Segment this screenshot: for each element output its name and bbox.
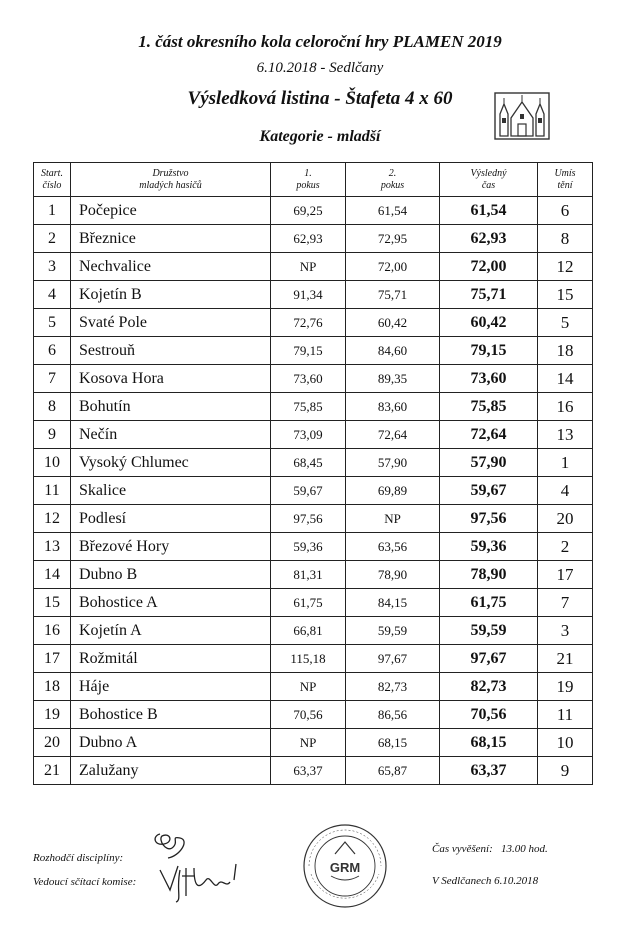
try1-cell: 68,45 [271, 449, 346, 477]
rank-cell: 11 [538, 701, 593, 729]
results-table [33, 162, 593, 785]
result-time-cell: 73,60 [440, 365, 538, 393]
date-place: 6.10.2018 - Sedlčany [256, 60, 384, 76]
document-title: Výsledková listina - Štafeta 4 x 60 [187, 88, 453, 109]
try2-cell: 59,59 [346, 617, 440, 645]
try1-cell: 73,60 [271, 365, 346, 393]
try1-cell: 66,81 [271, 617, 346, 645]
category-label: Kategorie - mladší [259, 128, 381, 145]
team-name-cell: Kojetín A [71, 617, 271, 645]
start-number-cell: 15 [34, 589, 71, 617]
counting-committee-label: Vedoucí sčítací komise: [33, 876, 137, 888]
team-name-cell: Dubno A [71, 729, 271, 757]
result-time-cell: 75,71 [440, 281, 538, 309]
table-row [34, 197, 593, 225]
team-name-cell: Bohostice A [71, 589, 271, 617]
team-name-cell: Podlesí [71, 505, 271, 533]
try2-cell: 89,35 [346, 365, 440, 393]
header-team: Družstvo mladých hasičů [71, 163, 271, 197]
place-date: V Sedlčanech 6.10.2018 [432, 875, 539, 887]
start-number-cell: 14 [34, 561, 71, 589]
try2-cell: 63,56 [346, 533, 440, 561]
table-row [34, 393, 593, 421]
result-time-cell: 70,56 [440, 701, 538, 729]
table-row [34, 421, 593, 449]
team-name-cell: Bohutín [71, 393, 271, 421]
rank-cell: 10 [538, 729, 593, 757]
rank-cell: 20 [538, 505, 593, 533]
start-number-cell: 8 [34, 393, 71, 421]
start-number-cell: 17 [34, 645, 71, 673]
try2-cell: 69,89 [346, 477, 440, 505]
team-name-cell: Březové Hory [71, 533, 271, 561]
table-row [34, 701, 593, 729]
try1-cell: 70,56 [271, 701, 346, 729]
try2-cell: 72,95 [346, 225, 440, 253]
team-name-cell: Zalužany [71, 757, 271, 785]
result-time-cell: 57,90 [440, 449, 538, 477]
header-result: Výsledný čas [440, 163, 538, 197]
rank-cell: 13 [538, 421, 593, 449]
table-row [34, 505, 593, 533]
try1-cell: NP [271, 673, 346, 701]
document-heading: 1. část okresního kola celoroční hry PLAMEN 2019 [138, 32, 502, 51]
try1-cell: NP [271, 253, 346, 281]
team-name-cell: Nechvalice [71, 253, 271, 281]
try2-cell: NP [346, 505, 440, 533]
result-time-cell: 61,75 [440, 589, 538, 617]
start-number-cell: 20 [34, 729, 71, 757]
rank-cell: 12 [538, 253, 593, 281]
town-emblem-icon [494, 92, 550, 140]
try2-cell: 78,90 [346, 561, 440, 589]
result-time-cell: 61,54 [440, 197, 538, 225]
try1-cell: 61,75 [271, 589, 346, 617]
try2-cell: 72,64 [346, 421, 440, 449]
table-row [34, 533, 593, 561]
rank-cell: 4 [538, 477, 593, 505]
rank-cell: 18 [538, 337, 593, 365]
table-row [34, 617, 593, 645]
table-row [34, 729, 593, 757]
rank-cell: 5 [538, 309, 593, 337]
try1-cell: 69,25 [271, 197, 346, 225]
start-number-cell: 18 [34, 673, 71, 701]
table-row [34, 365, 593, 393]
official-stamp-icon [301, 822, 389, 910]
table-row [34, 449, 593, 477]
start-number-cell: 2 [34, 225, 71, 253]
header-try1: 1. pokus [271, 163, 346, 197]
rank-cell: 1 [538, 449, 593, 477]
start-number-cell: 21 [34, 757, 71, 785]
team-name-cell: Březnice [71, 225, 271, 253]
rank-cell: 21 [538, 645, 593, 673]
start-number-cell: 4 [34, 281, 71, 309]
start-number-cell: 9 [34, 421, 71, 449]
rank-cell: 3 [538, 617, 593, 645]
start-number-cell: 6 [34, 337, 71, 365]
header-try2: 2. pokus [346, 163, 440, 197]
try2-cell: 72,00 [346, 253, 440, 281]
committee-signature-icon [156, 860, 244, 904]
posted-time-label: Čas vyvěšení: 13.00 hod. [432, 843, 548, 855]
start-number-cell: 12 [34, 505, 71, 533]
referee-label: Rozhodčí disciplíny: [33, 852, 124, 864]
table-row [34, 225, 593, 253]
start-number-cell: 10 [34, 449, 71, 477]
try1-cell: 73,09 [271, 421, 346, 449]
table-row [34, 757, 593, 785]
try1-cell: 59,67 [271, 477, 346, 505]
table-row [34, 337, 593, 365]
rank-cell: 14 [538, 365, 593, 393]
team-name-cell: Háje [71, 673, 271, 701]
table-row [34, 281, 593, 309]
start-number-cell: 5 [34, 309, 71, 337]
start-number-cell: 16 [34, 617, 71, 645]
team-name-cell: Rožmitál [71, 645, 271, 673]
team-name-cell: Sestrouň [71, 337, 271, 365]
start-number-cell: 3 [34, 253, 71, 281]
team-name-cell: Skalice [71, 477, 271, 505]
result-time-cell: 59,67 [440, 477, 538, 505]
team-name-cell: Počepice [71, 197, 271, 225]
svg-text:Vytira: Vytira [196, 900, 199, 901]
team-name-cell: Nečín [71, 421, 271, 449]
result-time-cell: 72,00 [440, 253, 538, 281]
try2-cell: 57,90 [346, 449, 440, 477]
try2-cell: 68,15 [346, 729, 440, 757]
result-time-cell: 97,67 [440, 645, 538, 673]
start-number-cell: 13 [34, 533, 71, 561]
try2-cell: 83,60 [346, 393, 440, 421]
table-row [34, 673, 593, 701]
table-header-row [34, 163, 593, 197]
try1-cell: 79,15 [271, 337, 346, 365]
result-time-cell: 72,64 [440, 421, 538, 449]
result-time-cell: 59,59 [440, 617, 538, 645]
try2-cell: 75,71 [346, 281, 440, 309]
rank-cell: 2 [538, 533, 593, 561]
try1-cell: NP [271, 729, 346, 757]
try2-cell: 84,60 [346, 337, 440, 365]
try1-cell: 63,37 [271, 757, 346, 785]
result-time-cell: 62,93 [440, 225, 538, 253]
try2-cell: 65,87 [346, 757, 440, 785]
team-name-cell: Vysoký Chlumec [71, 449, 271, 477]
table-row [34, 561, 593, 589]
rank-cell: 17 [538, 561, 593, 589]
team-name-cell: Kojetín B [71, 281, 271, 309]
start-number-cell: 19 [34, 701, 71, 729]
result-time-cell: 75,85 [440, 393, 538, 421]
team-name-cell: Bohostice B [71, 701, 271, 729]
result-time-cell: 82,73 [440, 673, 538, 701]
try2-cell: 86,56 [346, 701, 440, 729]
posted-time-value: 13.00 hod. [501, 843, 548, 855]
rank-cell: 7 [538, 589, 593, 617]
rank-cell: 19 [538, 673, 593, 701]
result-time-cell: 60,42 [440, 309, 538, 337]
rank-cell: 16 [538, 393, 593, 421]
try1-cell: 75,85 [271, 393, 346, 421]
try1-cell: 59,36 [271, 533, 346, 561]
table-row [34, 645, 593, 673]
try2-cell: 61,54 [346, 197, 440, 225]
start-number-cell: 11 [34, 477, 71, 505]
team-name-cell: Dubno B [71, 561, 271, 589]
start-number-cell: 7 [34, 365, 71, 393]
team-name-cell: Kosova Hora [71, 365, 271, 393]
rank-cell: 9 [538, 757, 593, 785]
table-row [34, 477, 593, 505]
try2-cell: 82,73 [346, 673, 440, 701]
svg-text:GRM: GRM [329, 860, 361, 875]
try1-cell: 91,34 [271, 281, 346, 309]
header-rank: Umís tění [538, 163, 593, 197]
try1-cell: 62,93 [271, 225, 346, 253]
table-row [34, 253, 593, 281]
try1-cell: 72,76 [271, 309, 346, 337]
try2-cell: 60,42 [346, 309, 440, 337]
header-start-number: Start. číslo [34, 163, 71, 197]
start-number-cell: 1 [34, 197, 71, 225]
try1-cell: 81,31 [271, 561, 346, 589]
try2-cell: 97,67 [346, 645, 440, 673]
result-time-cell: 68,15 [440, 729, 538, 757]
table-row [34, 589, 593, 617]
result-time-cell: 63,37 [440, 757, 538, 785]
try1-cell: 97,56 [271, 505, 346, 533]
try2-cell: 84,15 [346, 589, 440, 617]
result-time-cell: 79,15 [440, 337, 538, 365]
result-time-cell: 59,36 [440, 533, 538, 561]
try1-cell: 115,18 [271, 645, 346, 673]
result-time-cell: 78,90 [440, 561, 538, 589]
table-row [34, 309, 593, 337]
rank-cell: 6 [538, 197, 593, 225]
result-time-cell: 97,56 [440, 505, 538, 533]
rank-cell: 15 [538, 281, 593, 309]
rank-cell: 8 [538, 225, 593, 253]
team-name-cell: Svaté Pole [71, 309, 271, 337]
